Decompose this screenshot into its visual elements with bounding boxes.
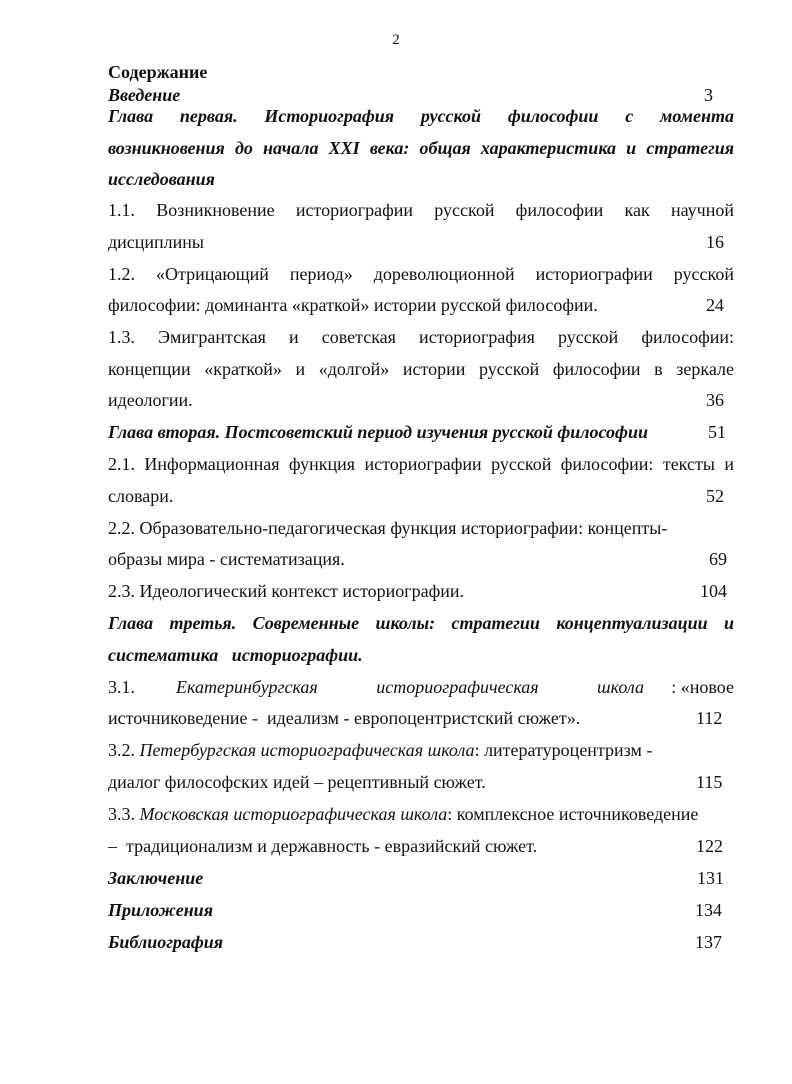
toc-appendix-page: 134	[695, 900, 722, 920]
section-1-2-line1: 1.2. «Отрицающий период» дореволюционной историографии русской	[108, 264, 734, 284]
section-3-1-line2: источниковедение - идеализм - европоцентристский сюжет».	[108, 708, 581, 728]
section-3-1-school-text: Екатеринбургская историографическая школа	[176, 677, 644, 697]
section-3-1-number: 3.1.	[108, 677, 135, 697]
page-number: 2	[392, 32, 400, 48]
section-3-3-page: 122	[696, 836, 723, 856]
toc-conclusion-label: Заключение	[108, 868, 204, 888]
section-1-1-line1: 1.1. Возникновение историографии русской философии как научной	[108, 200, 734, 220]
section-1-1-page: 16	[706, 232, 724, 252]
toc-intro-page: 3	[704, 85, 713, 105]
section-1-3-line3: идеологии.	[108, 390, 193, 410]
chapter1-line3: исследования	[108, 169, 215, 189]
section-2-3-label: 2.3. Идеологический контекст историографии.	[108, 581, 465, 601]
section-3-1-rest: : «новое	[671, 677, 734, 697]
section-1-3-line2: концепции «краткой» и «долгой» истории русской философии в зеркале	[108, 359, 734, 379]
section-3-2-school: Петербургская историографическая школа	[139, 740, 475, 760]
toc-bibliography-label: Библиография	[108, 932, 224, 952]
toc-intro-label: Введение	[108, 85, 181, 105]
chapter3-line1: Глава третья. Современные школы: стратегии концептуализации и	[108, 613, 734, 633]
chapter2-label: Глава вторая. Постсоветский период изучения русской философии	[108, 422, 648, 442]
section-3-2-line2: диалог философских идей – рецептивный сюжет.	[108, 772, 486, 792]
toc-bibliography-page: 137	[695, 932, 722, 952]
section-2-1-line2: словари.	[108, 486, 174, 506]
section-3-2-rest: : литературоцентризм -	[474, 740, 653, 760]
section-3-3-school: Московская историографическая школа	[139, 804, 448, 824]
section-1-1-line2: дисциплины	[108, 232, 205, 252]
section-1-2-line2: философии: доминанта «краткой» истории русской философии.	[108, 295, 598, 315]
section-2-3-page: 104	[700, 581, 727, 601]
section-2-2-line1: 2.2. Образовательно-педагогическая функция историографии: концепты-	[108, 518, 668, 538]
section-3-3-number: 3.3.	[108, 804, 140, 824]
chapter1-line1: Глава первая. Историография русской философии с момента	[108, 106, 734, 126]
section-3-3-line1	[108, 803, 734, 825]
chapter1-line2: возникновения до начала XXI века: общая характеристика и стратегия	[108, 138, 734, 158]
chapter3-line2: систематика историографии.	[108, 645, 363, 665]
toc-conclusion-page: 131	[697, 868, 724, 888]
section-3-3-rest: : комплексное источниковедение	[447, 804, 699, 824]
section-3-1-school	[108, 676, 644, 698]
section-2-2-page: 69	[709, 549, 727, 569]
section-3-2-number: 3.2.	[108, 740, 140, 760]
section-2-1-page: 52	[706, 486, 724, 506]
section-1-2-page: 24	[706, 295, 724, 315]
section-1-3-page: 36	[706, 390, 724, 410]
toc-title: Содержание	[108, 62, 208, 82]
section-3-3-line2: – традиционализм и державность - евразийский сюжет.	[108, 836, 538, 856]
section-1-3-line1: 1.3. Эмигрантская и советская историография русской философии:	[108, 327, 734, 347]
section-2-1-line1: 2.1. Информационная функция историографии русской философии: тексты и	[108, 454, 734, 474]
chapter2-page: 51	[708, 422, 726, 442]
section-3-2-page: 115	[696, 772, 723, 792]
section-3-2-line1	[108, 739, 734, 761]
toc-appendix-label: Приложения	[108, 900, 213, 920]
section-2-2-line2: образы мира - систематизация.	[108, 549, 345, 569]
section-3-1-page: 112	[696, 708, 723, 728]
